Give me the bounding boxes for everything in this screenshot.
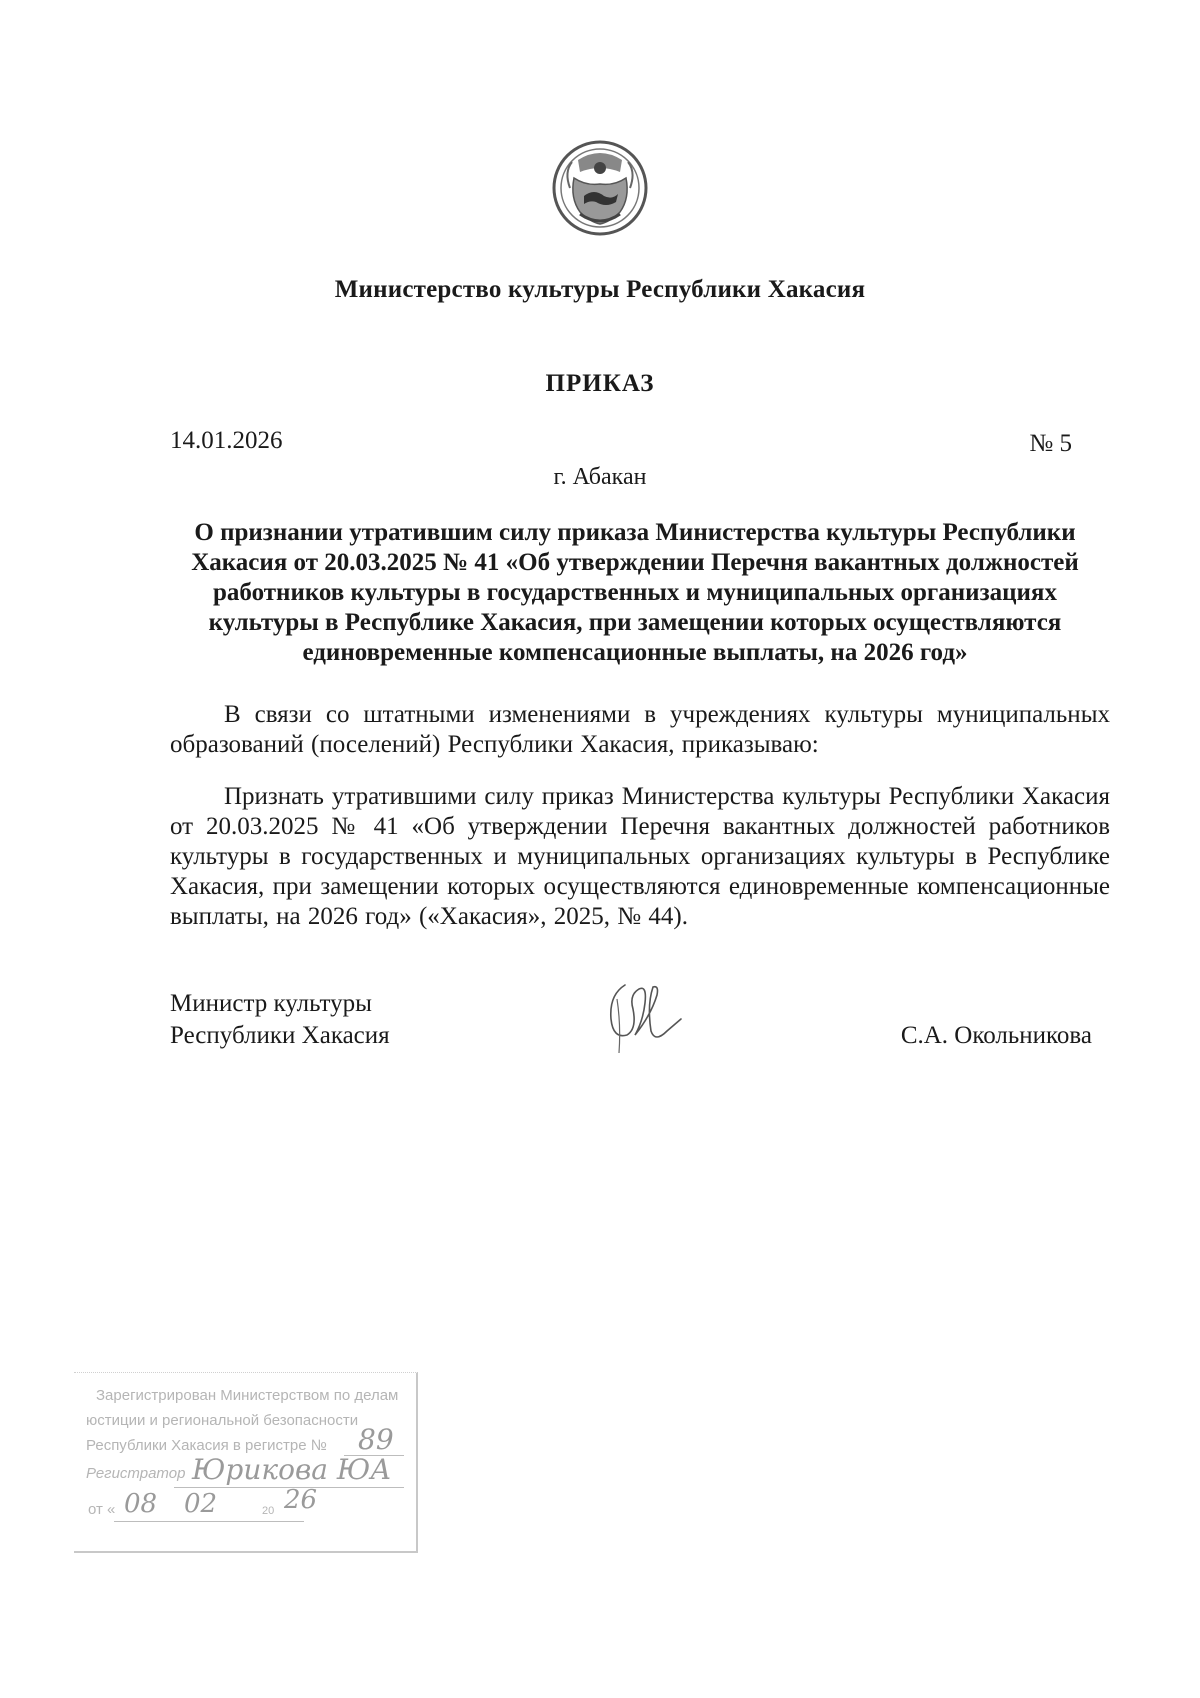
stamp-year-prefix: 20	[262, 1505, 275, 1517]
signer-position-line2: Республики Хакасия	[170, 1022, 390, 1049]
stamp-handwritten-registrar: Юрикова ЮА	[192, 1453, 392, 1486]
ministry-name: Министерство культуры Республики Хакасия	[334, 276, 866, 303]
stamp-line-1: Зарегистрирован Министерством по делам	[96, 1387, 399, 1404]
order-date: 14.01.2026	[170, 427, 283, 454]
stamp-line-5-prefix: от «	[88, 1501, 116, 1518]
signer-name: С.А. Окольникова	[900, 1022, 1092, 1049]
order-city: г. Абакан	[553, 464, 647, 490]
stamp-handwritten-year: 26	[284, 1485, 318, 1515]
stamp-handwritten-day: 08	[124, 1489, 158, 1519]
stamp-handwritten-month: 02	[184, 1489, 218, 1519]
order-heading: О признании утратившим силу приказа Министерства культуры Республики Хакасия от 20.03.2025 № 41 «Об утверждении Перечня вакантных должностей работников культуры в государственных и муниципальных организациях культуры в Республике Хакасия, при замещении которых осуществляются единовременные компенсационные выплаты, на 2026 год»	[191, 519, 1079, 666]
order-number: № 5	[1029, 430, 1072, 457]
signer-position-line1: Министр культуры	[170, 990, 372, 1017]
stamp-line-2: юстиции и региональной безопасности	[86, 1412, 359, 1429]
khakassia-coat-of-arms-icon	[550, 138, 650, 238]
registration-stamp	[74, 1372, 418, 1553]
stamp-line-4: Регистратор	[86, 1465, 186, 1482]
stamp-underline-date	[114, 1521, 304, 1522]
body-paragraph-2: Признать утратившими силу приказ Министерства культуры Республики Хакасия от 20.03.2025 № 41 «Об утверждении Перечня вакантных должностей работников культуры в государственных и муниципальных организациях культуры в Республике Хакасия, при замещении которых осуществляются единовременные компенсационные выплаты, на 2026 год» («Хакасия», 2025, № 44).	[170, 783, 1110, 930]
handwritten-signature-icon	[595, 965, 685, 1065]
stamp-line-3: Республики Хакасия в регистре №	[86, 1437, 327, 1454]
body-paragraph-1: В связи со штатными изменениями в учреждениях культуры муниципальных образований (поселений) Республики Хакасия, приказываю:	[170, 701, 1110, 758]
signer-position	[170, 988, 390, 1052]
stamp-handwritten-number: 89	[358, 1423, 394, 1456]
document-type: ПРИКАЗ	[545, 370, 655, 397]
